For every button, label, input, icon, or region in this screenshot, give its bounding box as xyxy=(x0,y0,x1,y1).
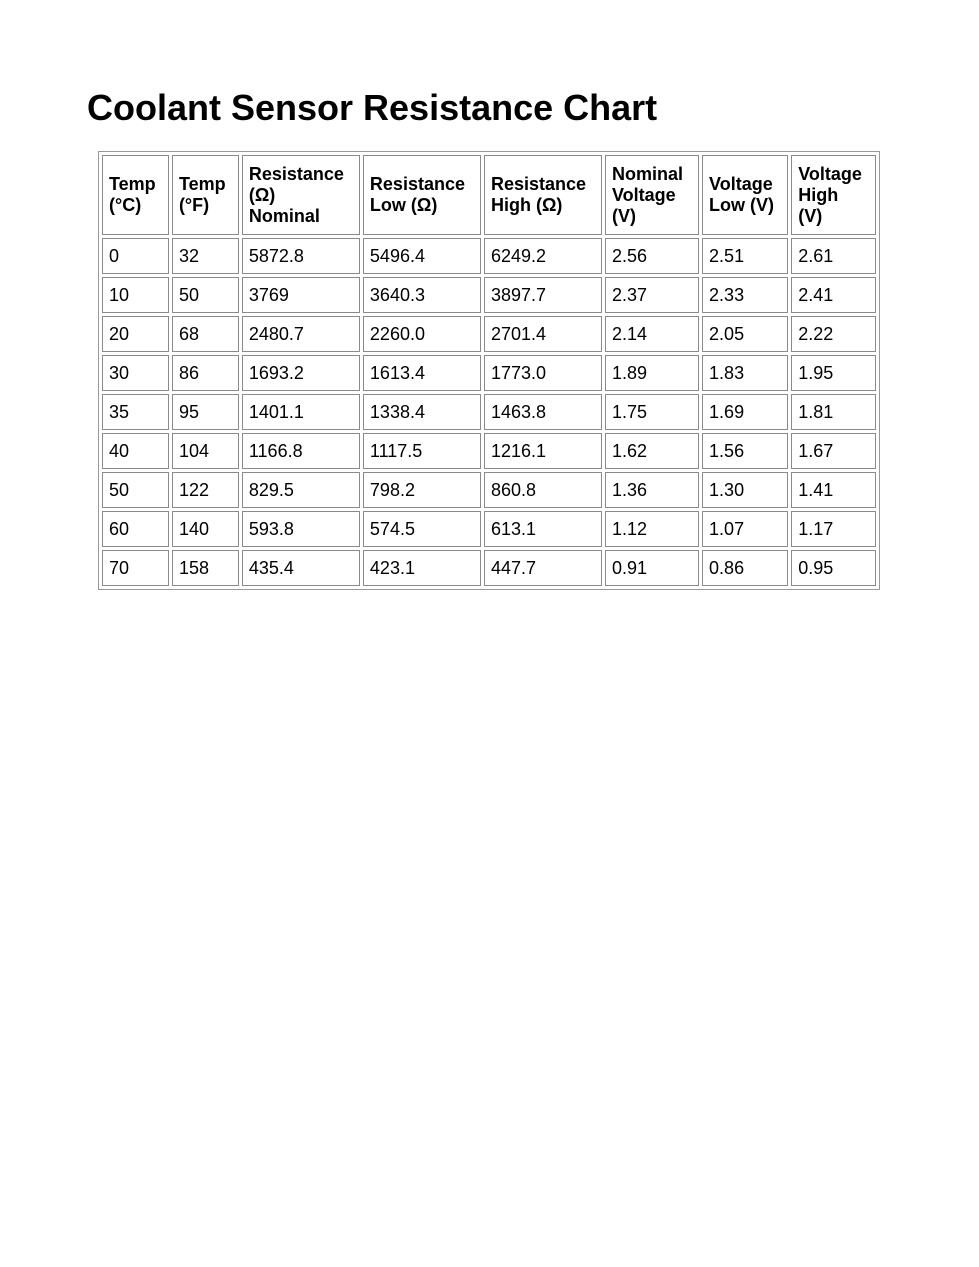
page-title: Coolant Sensor Resistance Chart xyxy=(87,87,658,128)
table-cell: 95 xyxy=(172,394,239,430)
table-cell: 1.89 xyxy=(605,355,699,391)
header-text-line: (V) xyxy=(612,205,637,226)
table-cell: 3640.3 xyxy=(363,277,481,313)
table-row xyxy=(102,394,876,430)
table-cell: 2701.4 xyxy=(484,316,602,352)
header-text-line: Low (Ω) xyxy=(369,195,438,215)
table-cell: 1.30 xyxy=(702,472,788,508)
table-cell: 1.17 xyxy=(791,511,876,547)
table-cell: 5496.4 xyxy=(363,238,481,274)
header-temp-f xyxy=(172,155,239,235)
table-row xyxy=(102,316,876,352)
table-cell: 30 xyxy=(102,355,169,391)
table-cell: 1463.8 xyxy=(484,394,602,430)
table-cell: 20 xyxy=(102,316,169,352)
header-text-line: Resistance xyxy=(369,174,465,194)
table-cell: 2.14 xyxy=(605,316,699,352)
table-cell: 1.83 xyxy=(702,355,788,391)
table-cell: 798.2 xyxy=(363,472,481,508)
table-cell: 2260.0 xyxy=(363,316,481,352)
table-cell: 1401.1 xyxy=(242,394,360,430)
table-cell: 0.95 xyxy=(791,550,876,586)
table-cell: 2.56 xyxy=(605,238,699,274)
table-cell: 32 xyxy=(172,238,239,274)
header-text-line: Nominal xyxy=(612,163,684,184)
header-text-line: (°F) xyxy=(178,195,210,215)
header-text-line: Voltage xyxy=(612,184,676,205)
table-cell: 0.86 xyxy=(702,550,788,586)
resistance-table xyxy=(98,151,880,590)
header-text-line: Resistance xyxy=(248,163,344,184)
header-text-line: Voltage xyxy=(709,174,773,194)
table-cell: 1.67 xyxy=(791,433,876,469)
table-cell: 50 xyxy=(172,277,239,313)
table-cell: 1.75 xyxy=(605,394,699,430)
table-cell: 3769 xyxy=(242,277,360,313)
header-resistance-high xyxy=(484,155,602,235)
header-text-line: (V) xyxy=(798,205,823,226)
table-row xyxy=(102,511,876,547)
table-cell: 1216.1 xyxy=(484,433,602,469)
table-cell: 2.22 xyxy=(791,316,876,352)
table-cell: 1.07 xyxy=(702,511,788,547)
table-cell: 423.1 xyxy=(363,550,481,586)
header-text-line: Resistance xyxy=(490,174,587,194)
table-cell: 60 xyxy=(102,511,169,547)
header-nominal-voltage xyxy=(605,155,699,235)
table-cell: 10 xyxy=(102,277,169,313)
table-cell: 5872.8 xyxy=(242,238,360,274)
header-temp-c xyxy=(102,155,169,235)
table-header-row xyxy=(102,155,876,235)
header-text-line: Temp xyxy=(109,174,156,194)
table-row xyxy=(102,433,876,469)
table-cell: 435.4 xyxy=(242,550,360,586)
table-cell: 1338.4 xyxy=(363,394,481,430)
table-row xyxy=(102,355,876,391)
table-row xyxy=(102,550,876,586)
header-text-line: High xyxy=(798,184,839,205)
table-cell: 1.62 xyxy=(605,433,699,469)
table-cell: 104 xyxy=(172,433,239,469)
table-cell: 593.8 xyxy=(242,511,360,547)
table-body xyxy=(102,238,876,586)
table-cell: 1.56 xyxy=(702,433,788,469)
table-cell: 1613.4 xyxy=(363,355,481,391)
header-text-line: (Ω) xyxy=(248,184,276,205)
table-cell: 2.37 xyxy=(605,277,699,313)
header-text-line: Low (V) xyxy=(709,195,775,215)
table-cell: 68 xyxy=(172,316,239,352)
table-cell: 1117.5 xyxy=(363,433,481,469)
table-cell: 829.5 xyxy=(242,472,360,508)
table-cell: 2.51 xyxy=(702,238,788,274)
table-cell: 2.61 xyxy=(791,238,876,274)
header-voltage-low xyxy=(702,155,788,235)
header-text-line: Nominal xyxy=(248,205,320,226)
table-row xyxy=(102,472,876,508)
table-cell: 574.5 xyxy=(363,511,481,547)
header-text-line: (°C) xyxy=(109,195,142,215)
table-cell: 1.81 xyxy=(791,394,876,430)
table-cell: 35 xyxy=(102,394,169,430)
header-text-line: Voltage xyxy=(798,163,862,184)
table-cell: 2.41 xyxy=(791,277,876,313)
table-cell: 122 xyxy=(172,472,239,508)
table-cell: 86 xyxy=(172,355,239,391)
table-cell: 1.41 xyxy=(791,472,876,508)
table-row xyxy=(102,238,876,274)
table-cell: 3897.7 xyxy=(484,277,602,313)
table-cell: 50 xyxy=(102,472,169,508)
table-cell: 860.8 xyxy=(484,472,602,508)
table-cell: 0.91 xyxy=(605,550,699,586)
table-cell: 1.12 xyxy=(605,511,699,547)
table-cell: 40 xyxy=(102,433,169,469)
header-resistance-nominal xyxy=(242,155,360,235)
table-cell: 1166.8 xyxy=(242,433,360,469)
table-cell: 0 xyxy=(102,238,169,274)
table-cell: 1773.0 xyxy=(484,355,602,391)
table-cell: 140 xyxy=(172,511,239,547)
table-cell: 1.69 xyxy=(702,394,788,430)
table-cell: 1.95 xyxy=(791,355,876,391)
header-text-line: Temp xyxy=(178,174,226,194)
table-cell: 158 xyxy=(172,550,239,586)
table-cell: 1.36 xyxy=(605,472,699,508)
resistance-table-container xyxy=(98,151,880,590)
table-cell: 613.1 xyxy=(484,511,602,547)
header-voltage-high xyxy=(791,155,876,235)
table-cell: 1693.2 xyxy=(242,355,360,391)
header-resistance-low xyxy=(363,155,481,235)
table-cell: 447.7 xyxy=(484,550,602,586)
table-row xyxy=(102,277,876,313)
table-cell: 2.33 xyxy=(702,277,788,313)
table-cell: 6249.2 xyxy=(484,238,602,274)
table-cell: 2.05 xyxy=(702,316,788,352)
table-cell: 2480.7 xyxy=(242,316,360,352)
table-cell: 70 xyxy=(102,550,169,586)
header-text-line: High (Ω) xyxy=(490,195,563,215)
